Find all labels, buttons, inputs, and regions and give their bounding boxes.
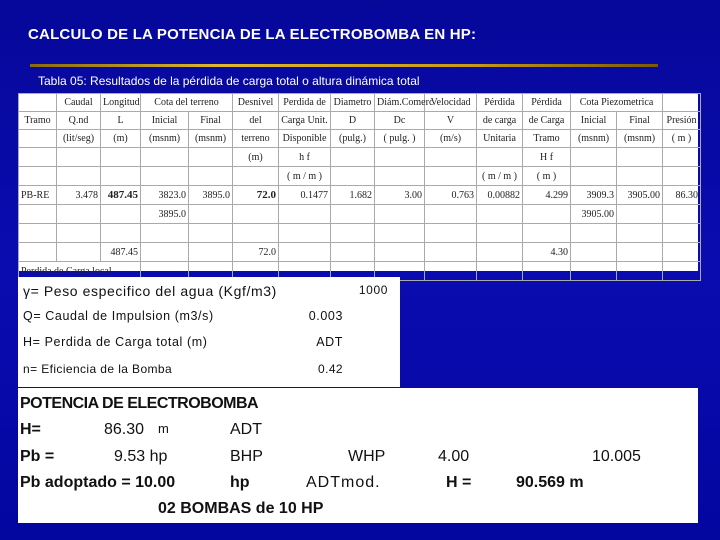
header-row-3 xyxy=(19,130,701,148)
h-unit: m xyxy=(158,421,169,436)
header-cell: de carga xyxy=(477,112,523,130)
perdida-local-label: Perdida de Carga local xyxy=(19,262,141,281)
param-row xyxy=(23,362,388,376)
header-cell: (msnm) xyxy=(571,130,617,148)
header-cell: Velocidad xyxy=(425,94,477,112)
whp-extra: 10.005 xyxy=(592,448,641,465)
cell-total-longitud: 487.45 xyxy=(101,243,141,262)
table-row xyxy=(19,186,701,205)
header-cell: Disponible xyxy=(279,130,331,148)
header-cell: Diametro xyxy=(331,94,375,112)
adt-mod-label: ADTmod. xyxy=(306,474,381,491)
pb-adoptado-label: Pb adoptado = 10.00 xyxy=(20,474,176,491)
page-title: CALCULO DE LA POTENCIA DE LA ELECTROBOMBA EN HP: xyxy=(28,26,477,43)
h-mod-label: H = xyxy=(446,474,472,491)
results-box xyxy=(18,388,698,523)
header-cell: Tramo xyxy=(19,112,57,130)
param-value: 0.003 xyxy=(308,309,343,323)
cell-perdida-unitaria: 0.00882 xyxy=(477,186,523,205)
cell-diametro: 1.682 xyxy=(331,186,375,205)
cell-tramo: PB-RE xyxy=(19,186,57,205)
cell-piezo: 3905.00 xyxy=(571,205,617,224)
header-cell: Inicial xyxy=(141,112,189,130)
cell-presion: 86.30 xyxy=(663,186,701,205)
param-value: ADT xyxy=(316,335,343,349)
header-cell: Longitud xyxy=(101,94,141,112)
cell-perdida-unit: 0.1477 xyxy=(279,186,331,205)
header-cell: Caudal xyxy=(57,94,101,112)
header-cell: ( m / m ) xyxy=(477,167,523,186)
param-label: H= Perdida de Carga total (m) xyxy=(23,335,208,349)
header-cell: ( m / m ) xyxy=(279,167,331,186)
h-value: 86.30 xyxy=(104,421,145,438)
header-cell: (pulg.) xyxy=(331,130,375,148)
cell-velocidad: 0.763 xyxy=(425,186,477,205)
h-label: H= xyxy=(20,421,41,438)
cell-piezo-final: 3905.00 xyxy=(617,186,663,205)
header-cell: Final xyxy=(617,112,663,130)
header-cell: (m) xyxy=(233,148,279,167)
pb-label: Pb = xyxy=(20,448,55,465)
header-cell: Pérdida xyxy=(523,94,571,112)
cell-cota: 3895.0 xyxy=(141,205,189,224)
cell-cota-final: 3895.0 xyxy=(189,186,233,205)
parameters-box xyxy=(18,277,400,387)
cell-piezo-inicial: 3909.3 xyxy=(571,186,617,205)
header-cell: (msnm) xyxy=(617,130,663,148)
cell-caudal: 3.478 xyxy=(57,186,101,205)
table-row xyxy=(19,205,701,224)
results-heading: POTENCIA DE ELECTROBOMBA xyxy=(20,395,259,412)
table-row xyxy=(19,243,701,262)
whp-value: 4.00 xyxy=(438,448,470,465)
conclusion: 02 BOMBAS de 10 HP xyxy=(158,500,324,517)
title-underline xyxy=(30,64,658,67)
header-cell: Perdida de xyxy=(279,94,331,112)
header-cell: ( m ) xyxy=(663,130,701,148)
cell-desnivel: 72.0 xyxy=(233,186,279,205)
header-cell: Cota del terreno xyxy=(141,94,233,112)
pb-name: BHP xyxy=(230,448,263,465)
cell-total-perdida: 4.30 xyxy=(523,243,571,262)
header-cell: ( m ) xyxy=(523,167,571,186)
header-cell: Carga Unit. xyxy=(279,112,331,130)
param-row xyxy=(23,309,388,323)
param-value: 0.42 xyxy=(318,362,343,376)
header-row-1 xyxy=(19,94,701,112)
header-cell: L xyxy=(101,112,141,130)
cell-longitud: 487.45 xyxy=(101,186,141,205)
table-row xyxy=(19,148,701,167)
header-cell: ( pulg. ) xyxy=(375,130,425,148)
header-cell: (msnm) xyxy=(141,130,189,148)
cell-total-desnivel: 72.0 xyxy=(233,243,279,262)
param-label: γ= Peso especifico del agua (Kgf/m3) xyxy=(23,283,277,299)
header-cell: del xyxy=(233,112,279,130)
header-cell: de Carga xyxy=(523,112,571,130)
header-cell: (lit/seg) xyxy=(57,130,101,148)
h-mod-value: 90.569 m xyxy=(516,474,584,491)
table-row xyxy=(19,224,701,243)
header-cell: Inicial xyxy=(571,112,617,130)
param-value: 1000 xyxy=(358,283,388,297)
header-cell: Diám.Comerc xyxy=(375,94,425,112)
header-cell: Final xyxy=(189,112,233,130)
param-label: Q= Caudal de Impulsion (m3/s) xyxy=(23,309,214,323)
spreadsheet-table xyxy=(18,93,699,277)
param-label: n= Eficiencia de la Bomba xyxy=(23,362,173,376)
header-cell: (m/s) xyxy=(425,130,477,148)
table-caption: Tabla 05: Resultados de la pérdida de carga total o altura dinámica total xyxy=(38,74,420,88)
header-cell: Unitaria xyxy=(477,130,523,148)
header-cell: Desnivel xyxy=(233,94,279,112)
whp-label: WHP xyxy=(348,448,386,465)
header-cell: H f xyxy=(523,148,571,167)
cell-cota-inicial: 3823.0 xyxy=(141,186,189,205)
header-cell: Tramo xyxy=(523,130,571,148)
cell-diam-comercial: 3.00 xyxy=(375,186,425,205)
header-cell: V xyxy=(425,112,477,130)
header-cell: terreno xyxy=(233,130,279,148)
header-cell: (msnm) xyxy=(189,130,233,148)
cell-perdida-tramo: 4.299 xyxy=(523,186,571,205)
param-row xyxy=(23,283,388,299)
results-grid xyxy=(18,93,701,281)
pb-value: 9.53 hp xyxy=(114,448,168,465)
h-name: ADT xyxy=(230,421,262,438)
header-cell: h f xyxy=(279,148,331,167)
header-cell: (m) xyxy=(101,130,141,148)
param-row xyxy=(23,335,388,349)
pb-adoptado-unit: hp xyxy=(230,474,250,491)
header-cell: D xyxy=(331,112,375,130)
header-cell: Presión xyxy=(663,112,701,130)
header-cell: Pérdida xyxy=(477,94,523,112)
header-cell: Cota Piezometrica xyxy=(571,94,663,112)
header-cell: Q.nd xyxy=(57,112,101,130)
header-row-2 xyxy=(19,112,701,130)
table-row xyxy=(19,167,701,186)
header-cell: Dc xyxy=(375,112,425,130)
